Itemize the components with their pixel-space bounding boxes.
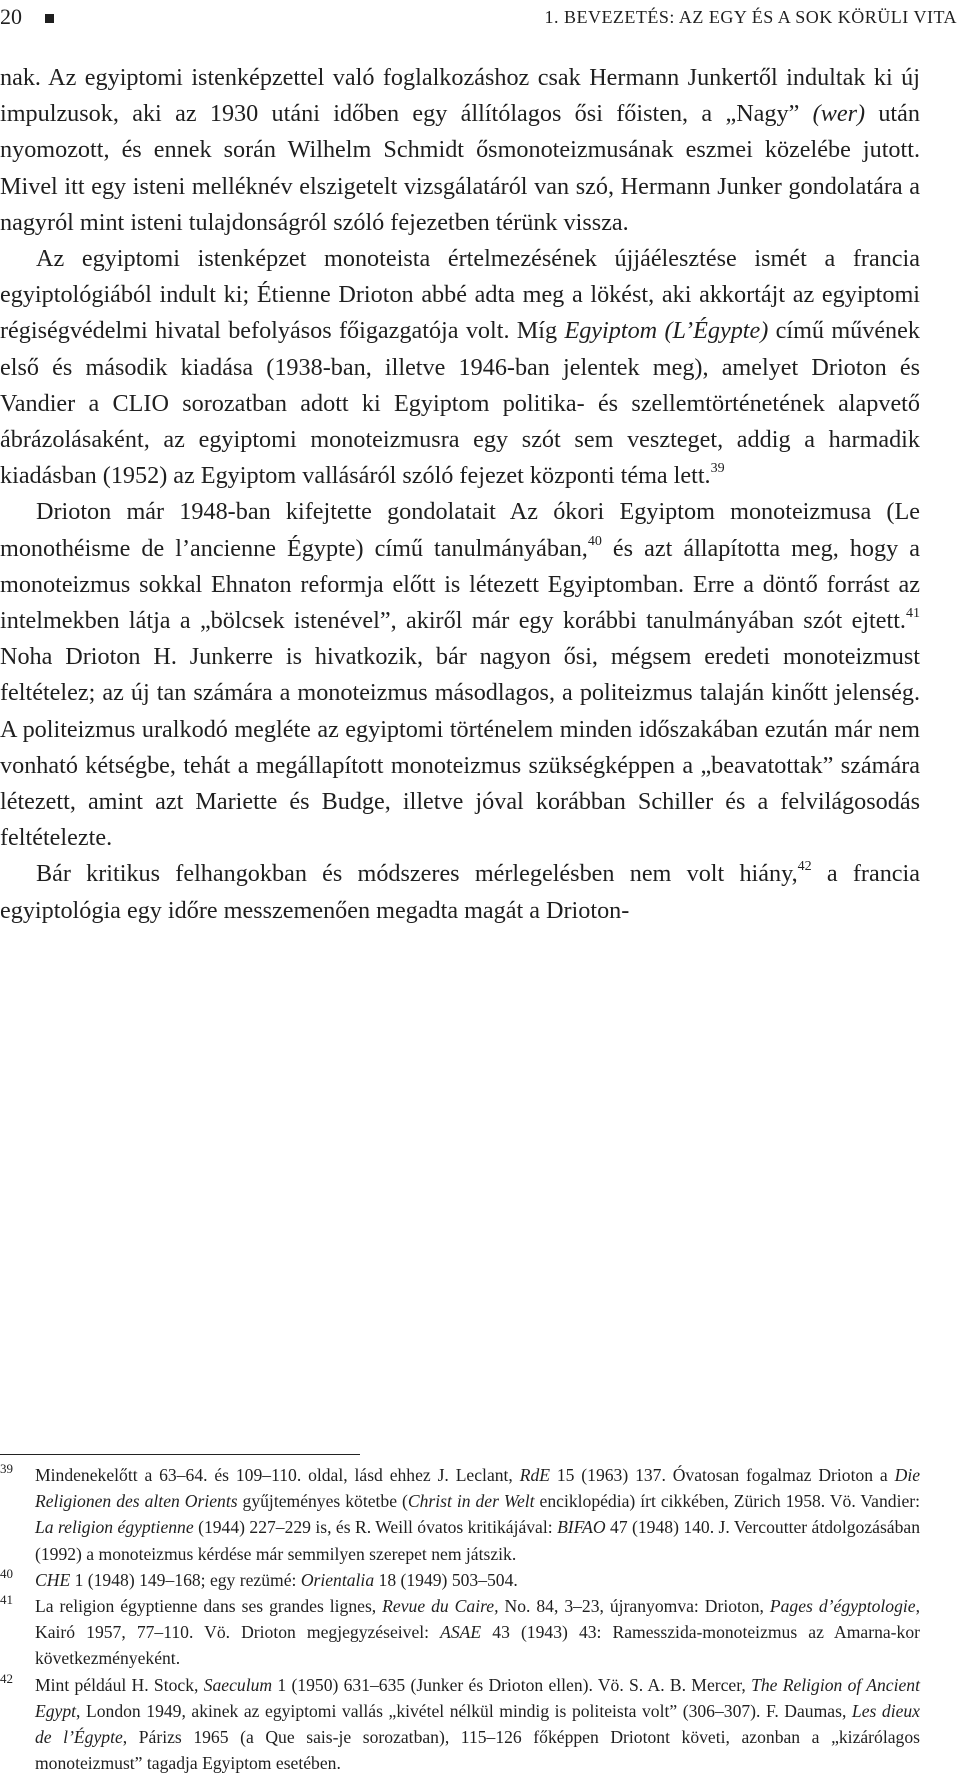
footnotes	[0, 1462, 920, 1776]
running-head: 1. BEVEZETÉS: AZ EGY ÉS A SOK KÖRÜLI VITA	[544, 7, 957, 27]
footnote-39: 39 Mindenekelőtt a 63–64. és 109–110. oldal, lásd ehhez J. Leclant, RdE 15 (1963) 137. Óvatosan fogalmaz Drioton a Die Religionen des alten Orients gyűjteményes kötetbe (Christ in der Welt enciklopédia) írt cikkében, Zürich 1958. Vö. Vandier: La religion égyptienne (1944) 227–229 is, és R. Weill óvatos kritikájával: BIFAO 47 (1948) 140. J. Vercoutter átdolgozásában (1992) a monoteizmus kérdése már semmilyen szerepet nem játszik.	[0, 1462, 920, 1567]
footnote-number: 39	[0, 1461, 13, 1476]
footnote-ref[interactable]: 40	[587, 532, 602, 549]
footnote-40: 40 CHE 1 (1948) 149–168; egy rezümé: Orientalia 18 (1949) 503–504.	[0, 1567, 920, 1593]
paragraph-3: Drioton már 1948-ban kifejtette gondolatait Az ókori Egyiptom monoteizmusa (Le monothéisme de l’ancienne Égypte) című tanulmányában,$^{40}$ és azt állapította meg, hogy a monoteizmus sokkal Ehnaton reformja előtt is létezett Egyiptomban. Erre a döntő forrást az intelmekben látja a „bölcsek istenével”, akiről már egy korábbi tanulmányában szót ejtett.$^{41}$ Noha Drioton H. Junkerre is hivatkozik, bár nagyon ősi, mégsem eredeti monoteizmust feltételez; az új tan számára a monoteizmus másodlagos, a politeizmus talaján kinőtt jelenség. A politeizmus uralkodó megléte az egyiptomi történelem minden időszakában ezután már nem vonható kétségbe, tehát a megállapított monoteizmus szükségképpen a „beavatottak” számára létezett, amint azt Mariette és Budge, illetve jóval korábban Schiller és a felvilágosodás feltételezte.	[0, 498, 920, 852]
paragraph-1: nak. Az egyiptomi istenképzettel való foglalkozáshoz csak Hermann Junkertől indultak ki új impulzusok, aki az 1930 utáni időben egy állítólagos ősi főisten, a „Nagy” (wer) után nyomozott, és ennek során Wilhelm Schmidt ősmonoteizmusának eszmei közelébe jutott. Mivel itt egy isteni melléknév elszigetelt vizsgálatáról van szó, Hermann Junker gondolatára a nagyról mint isteni tulajdonságról szóló fejezetben térünk vissza.	[0, 64, 920, 236]
italic-title: Egyiptom (L’Égypte)	[564, 317, 769, 345]
footnote-ref[interactable]: 39	[710, 460, 725, 477]
footnote-number: 42	[0, 1670, 13, 1686]
italic-term: (wer)	[812, 100, 866, 128]
footnote-number: 40	[0, 1565, 13, 1581]
footnote-41: 41 La religion égyptienne dans ses grandes lignes, Revue du Caire, No. 84, 3–23, újranyomva: Drioton, Pages d’égyptologie, Kairó 1957, 77–110. Vö. Drioton megjegyzéseivel: ASAE 43 (1943) 43: Ramesszida-monoteizmus az Amarna-kor következményeként.	[0, 1593, 920, 1672]
page-header	[0, 4, 960, 34]
footnote-ref[interactable]: 41	[905, 604, 920, 621]
paragraph-4: Bár kritikus felhangokban és módszeres mérlegelésben nem volt hiány,$^{42}$ a francia egyiptológia egy időre messzemenően megadta magát a Drioton-	[0, 858, 920, 924]
page-number: 20	[0, 4, 22, 29]
footnote-divider	[0, 1454, 360, 1455]
footnote-ref[interactable]: 42	[797, 858, 812, 875]
body-text	[0, 60, 920, 929]
bullet-icon	[45, 14, 54, 23]
footnote-42: 42 Mint például H. Stock, Saeculum 1 (1950) 631–635 (Junker és Drioton ellen). Vö. S. A. B. Mercer, The Religion of Ancient Egypt, London 1949, akinek az egyiptomi vallás „kivétel nélkül mindig is politeista volt” (306–307). F. Daumas, Les dieux de l’Égypte, Párizs 1965 (a Que sais-je sorozatban), 115–126 főképpen Driotont követi, azonban a „kizárólagos monoteizmust” tagadja Egyiptom esetében.	[0, 1672, 920, 1776]
footnote-number: 41	[0, 1592, 13, 1608]
paragraph-2: Az egyiptomi istenképzet monoteista értelmezésének újjáélesztése ismét a francia egyiptológiából indult ki; Étienne Drioton abbé adta meg a lökést, aki akkortájt az egyiptomi régiségvédelmi hivatal befolyásos főigazgatója volt. Míg Egyiptom (L’Égypte) című művének első és második kiadása (1938-ban, illetve 1946-ban jelentek meg), amelyet Drioton és Vandier a CLIO sorozatban adott ki Egyiptom politika- és szellemtörténetének alapvető ábrázolásaként, az egyiptomi monoteizmusra egy szót sem veszteget, addig a harmadik kiadásban (1952) az Egyiptom vallásáról szóló fejezet központi téma lett.$^{39}$	[0, 245, 920, 490]
